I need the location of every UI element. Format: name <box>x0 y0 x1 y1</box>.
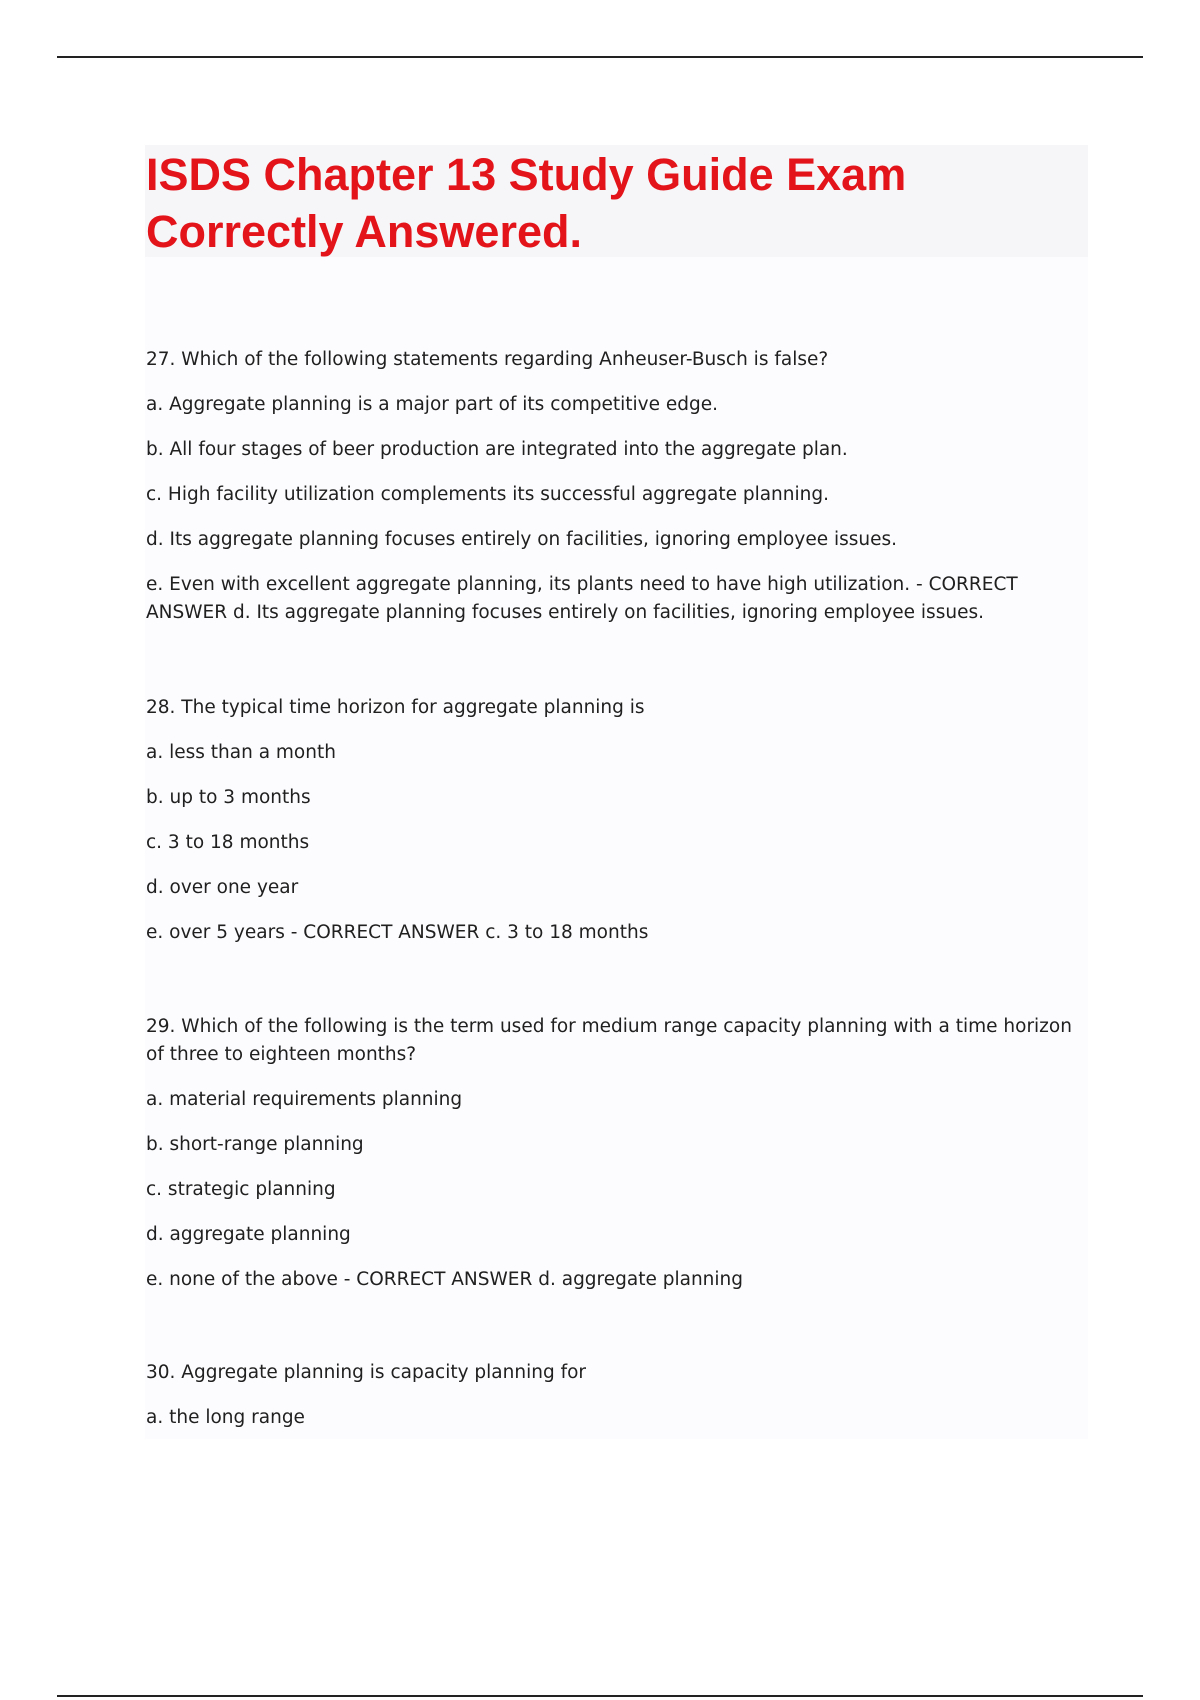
answer-option: d. Its aggregate planning focuses entirely on facilities, ignoring employee issues. <box>146 529 898 550</box>
answer-option-with-correct-answer: e. over 5 years - CORRECT ANSWER c. 3 to 18 months <box>146 922 649 943</box>
question-stem: 28. The typical time horizon for aggregate planning is <box>146 697 645 718</box>
page-title: ISDS Chapter 13 Study Guide Exam Correctly Answered. <box>146 149 907 257</box>
question-stem: 29. Which of the following is the term used for medium range capacity planning with a time horizon of three to eighteen months? <box>146 1016 1072 1065</box>
answer-option: a. less than a month <box>146 742 336 763</box>
question-stem: 27. Which of the following statements regarding Anheuser-Busch is false? <box>146 349 829 370</box>
answer-option: b. up to 3 months <box>146 787 311 808</box>
answer-option: d. over one year <box>146 877 299 898</box>
answer-option: a. Aggregate planning is a major part of its competitive edge. <box>146 394 718 415</box>
answer-option: c. High facility utilization complements its successful aggregate planning. <box>146 484 829 505</box>
question-30 <box>146 1359 1086 1432</box>
question-stem: 30. Aggregate planning is capacity planning for <box>146 1362 587 1383</box>
question-29 <box>146 1013 1086 1294</box>
footer-rule <box>57 1695 1143 1697</box>
answer-option: a. the long range <box>146 1407 305 1428</box>
answer-option: b. short-range planning <box>146 1134 364 1155</box>
question-27 <box>146 346 1086 627</box>
answer-option: d. aggregate planning <box>146 1224 351 1245</box>
answer-option: b. All four stages of beer production are integrated into the aggregate plan. <box>146 439 848 460</box>
question-28 <box>146 694 1086 947</box>
answer-option: c. 3 to 18 months <box>146 832 310 853</box>
answer-option-with-correct-answer: e. none of the above - CORRECT ANSWER d. aggregate planning <box>146 1269 744 1290</box>
answer-option: c. strategic planning <box>146 1179 336 1200</box>
answer-option: a. material requirements planning <box>146 1089 463 1110</box>
answer-option-with-correct-answer: e. Even with excellent aggregate planning, its plants need to have high utilization. - CORRECT ANSWER d. Its aggregate planning focuses entirely on facilities, ignoring employee issues. <box>146 574 1018 623</box>
header-rule <box>57 56 1143 58</box>
